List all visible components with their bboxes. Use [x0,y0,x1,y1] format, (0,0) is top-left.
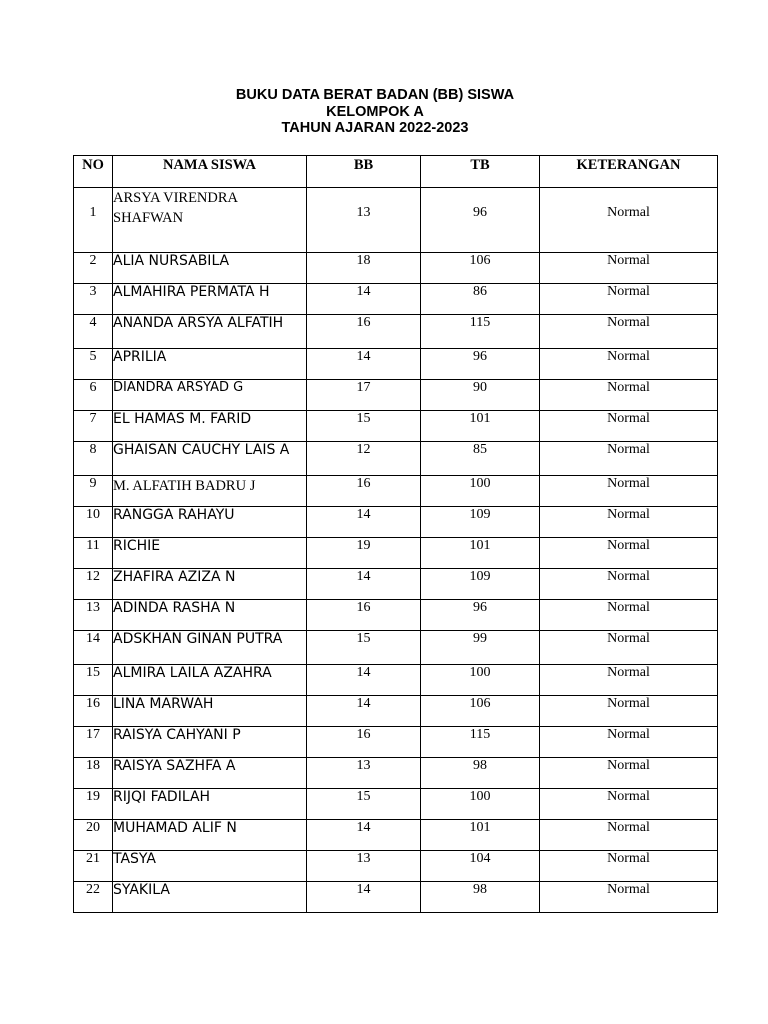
student-weight-table [73,155,718,913]
cell-tb: 115 [421,727,540,758]
cell-bb: 15 [307,631,421,665]
cell-no: 16 [74,696,113,727]
cell-nama-siswa: ARSYA VIRENDRA SHAFWAN [113,188,307,253]
table-row [74,476,718,507]
cell-bb: 19 [307,538,421,569]
cell-nama-siswa: RAISYA SAZHFA A [113,758,307,789]
cell-bb: 13 [307,758,421,789]
cell-no: 22 [74,882,113,913]
cell-no: 11 [74,538,113,569]
cell-nama-siswa: APRILIA [113,349,307,380]
cell-nama-siswa: ADSKHAN GINAN PUTRA [113,631,307,665]
cell-tb: 98 [421,758,540,789]
cell-tb: 96 [421,349,540,380]
cell-tb: 99 [421,631,540,665]
cell-bb: 16 [307,600,421,631]
table-row [74,696,718,727]
cell-bb: 14 [307,284,421,315]
table-row [74,820,718,851]
document-title [0,87,750,137]
column-header-no: NO [74,156,113,188]
cell-tb: 96 [421,600,540,631]
cell-tb: 106 [421,696,540,727]
table-row [74,851,718,882]
cell-no: 5 [74,349,113,380]
cell-nama-siswa: ALIA NURSABILA [113,253,307,284]
cell-no: 21 [74,851,113,882]
table-row [74,349,718,380]
table-row [74,758,718,789]
title-line-2: KELOMPOK A [326,103,424,120]
cell-nama-siswa: ALMAHIRA PERMATA H [113,284,307,315]
cell-no: 1 [74,188,113,253]
cell-tb: 101 [421,538,540,569]
cell-keterangan: Normal [540,758,718,789]
column-header-keterangan: KETERANGAN [540,156,718,188]
cell-no: 13 [74,600,113,631]
cell-tb: 86 [421,284,540,315]
cell-no: 8 [74,442,113,476]
cell-no: 17 [74,727,113,758]
cell-no: 20 [74,820,113,851]
cell-keterangan: Normal [540,600,718,631]
cell-nama-siswa: EL HAMAS M. FARID [113,411,307,442]
table-row [74,882,718,913]
cell-nama-siswa: DIANDRA ARSYAD G [113,380,307,411]
cell-tb: 100 [421,665,540,696]
cell-no: 2 [74,253,113,284]
cell-no: 3 [74,284,113,315]
cell-bb: 13 [307,188,421,253]
cell-keterangan: Normal [540,569,718,600]
cell-no: 10 [74,507,113,538]
column-header-bb: BB [307,156,421,188]
table-row [74,569,718,600]
cell-no: 9 [74,476,113,507]
cell-bb: 14 [307,349,421,380]
cell-nama-siswa: GHAISAN CAUCHY LAIS A [113,442,307,476]
cell-tb: 90 [421,380,540,411]
cell-keterangan: Normal [540,442,718,476]
cell-tb: 101 [421,411,540,442]
cell-nama-siswa: MUHAMAD ALIF N [113,820,307,851]
cell-nama-siswa: RAISYA CAHYANI P [113,727,307,758]
cell-tb: 98 [421,882,540,913]
cell-tb: 109 [421,569,540,600]
cell-keterangan: Normal [540,380,718,411]
cell-nama-siswa: TASYA [113,851,307,882]
cell-nama-siswa: SYAKILA [113,882,307,913]
cell-no: 4 [74,315,113,349]
cell-bb: 14 [307,665,421,696]
table-row [74,600,718,631]
cell-nama-siswa: M. ALFATIH BADRU J [113,476,307,507]
cell-tb: 106 [421,253,540,284]
cell-keterangan: Normal [540,696,718,727]
cell-keterangan: Normal [540,631,718,665]
cell-bb: 16 [307,727,421,758]
cell-keterangan: Normal [540,188,718,253]
cell-keterangan: Normal [540,820,718,851]
table-row [74,538,718,569]
table-row [74,253,718,284]
cell-bb: 12 [307,442,421,476]
table-row [74,411,718,442]
cell-keterangan: Normal [540,665,718,696]
table-row [74,442,718,476]
cell-bb: 13 [307,851,421,882]
cell-tb: 100 [421,789,540,820]
cell-no: 7 [74,411,113,442]
cell-tb: 96 [421,188,540,253]
table-row [74,665,718,696]
cell-tb: 101 [421,820,540,851]
cell-nama-siswa: ADINDA RASHA N [113,600,307,631]
cell-keterangan: Normal [540,349,718,380]
cell-keterangan: Normal [540,253,718,284]
cell-keterangan: Normal [540,315,718,349]
cell-keterangan: Normal [540,507,718,538]
table-row [74,188,718,253]
cell-bb: 16 [307,315,421,349]
table-row [74,315,718,349]
cell-no: 14 [74,631,113,665]
cell-keterangan: Normal [540,476,718,507]
table-row [74,284,718,315]
column-header-tb: TB [421,156,540,188]
title-line-3: TAHUN AJARAN 2022-2023 [281,120,469,136]
cell-nama-siswa: RICHIE [113,538,307,569]
table-row [74,380,718,411]
table-header-row [74,156,718,188]
table-body [74,188,718,913]
cell-bb: 18 [307,253,421,284]
cell-nama-siswa: RANGGA RAHAYU [113,507,307,538]
cell-bb: 14 [307,569,421,600]
cell-keterangan: Normal [540,411,718,442]
cell-nama-siswa: RIJQI FADILAH [113,789,307,820]
table-row [74,507,718,538]
cell-bb: 14 [307,820,421,851]
cell-no: 12 [74,569,113,600]
cell-bb: 15 [307,789,421,820]
cell-keterangan: Normal [540,284,718,315]
cell-no: 19 [74,789,113,820]
cell-bb: 14 [307,882,421,913]
table-row [74,727,718,758]
cell-bb: 17 [307,380,421,411]
cell-bb: 14 [307,696,421,727]
cell-tb: 104 [421,851,540,882]
table-row [74,789,718,820]
cell-keterangan: Normal [540,538,718,569]
column-header-nama-siswa: NAMA SISWA [113,156,307,188]
cell-tb: 85 [421,442,540,476]
cell-no: 18 [74,758,113,789]
cell-tb: 115 [421,315,540,349]
cell-bb: 16 [307,476,421,507]
cell-no: 15 [74,665,113,696]
cell-bb: 15 [307,411,421,442]
cell-nama-siswa: ALMIRA LAILA AZAHRA [113,665,307,696]
cell-keterangan: Normal [540,727,718,758]
cell-nama-siswa: LINA MARWAH [113,696,307,727]
cell-no: 6 [74,380,113,411]
cell-bb: 14 [307,507,421,538]
title-line-1: BUKU DATA BERAT BADAN (BB) SISWA [235,87,515,103]
cell-keterangan: Normal [540,851,718,882]
cell-nama-siswa: ZHAFIRA AZIZA N [113,569,307,600]
cell-tb: 109 [421,507,540,538]
cell-keterangan: Normal [540,789,718,820]
cell-keterangan: Normal [540,882,718,913]
table-row [74,631,718,665]
cell-tb: 100 [421,476,540,507]
cell-nama-siswa: ANANDA ARSYA ALFATIH [113,315,307,349]
